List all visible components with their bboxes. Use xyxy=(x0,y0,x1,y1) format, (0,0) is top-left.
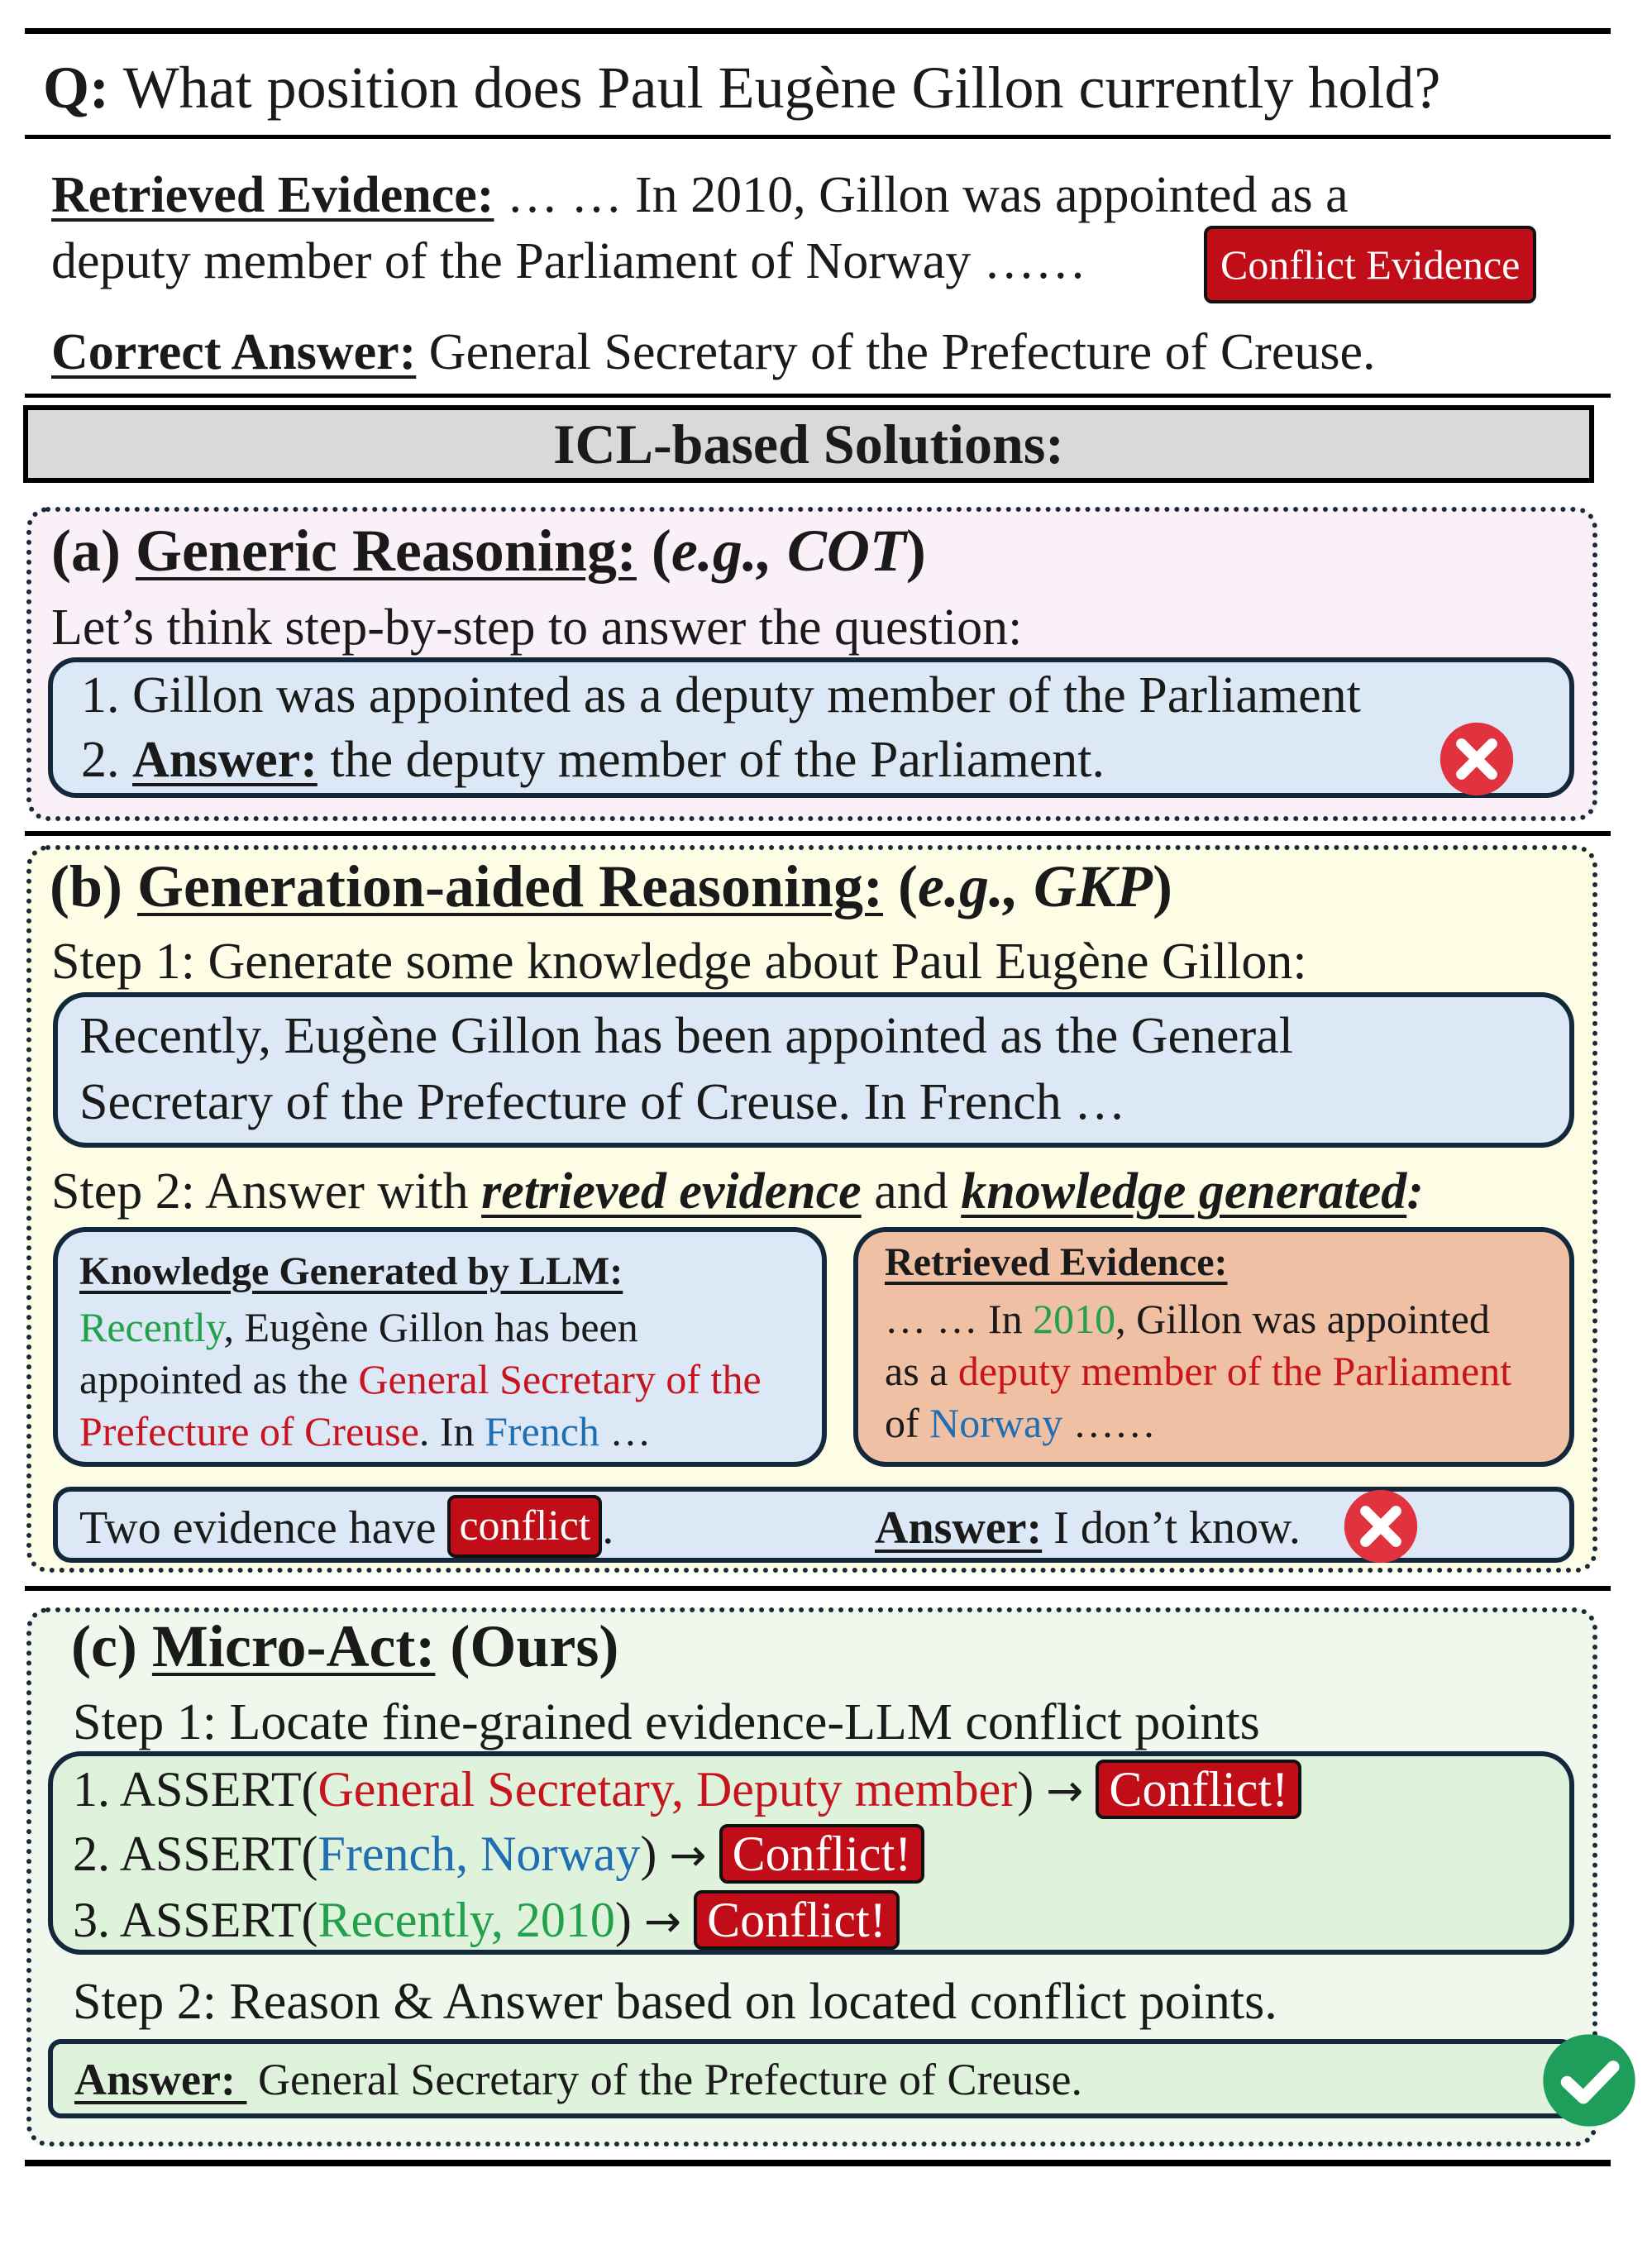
panel-c-ours: (Ours) xyxy=(450,1613,619,1679)
re-l1-c: , Gillon was appointed xyxy=(1115,1296,1490,1342)
panel-b-eg: e.g., GKP xyxy=(918,853,1153,919)
panel-a-eg-open: ( xyxy=(651,518,671,584)
arrow-right-icon: → xyxy=(643,1895,682,1947)
kg-l2-b: General Secretary of the xyxy=(358,1356,762,1402)
step2-and: and xyxy=(874,1163,948,1220)
re-l3-b: Norway xyxy=(929,1400,1063,1446)
gen-line2: Secretary of the Prefecture of Creuse. In French … xyxy=(79,1074,1126,1130)
bottom-dot: . xyxy=(602,1502,614,1554)
correct-text: General Secretary of the Prefecture of Creuse. xyxy=(428,324,1376,380)
panel-a-line2 xyxy=(81,734,1105,786)
wrong-x-icon xyxy=(1439,721,1515,797)
panel-a-prefix: (a) xyxy=(51,518,121,584)
re-l1-b: 2010 xyxy=(1033,1296,1116,1342)
re-line3 xyxy=(885,1402,1156,1444)
panel-c-prefix: (c) xyxy=(71,1613,137,1679)
kg-recently: Recently xyxy=(79,1304,224,1350)
kg-line1 xyxy=(79,1306,638,1348)
panel-b-rule xyxy=(25,1586,1611,1591)
panel-b-step1: Step 1: Generate some knowledge about Paul Eugène Gillon: xyxy=(51,934,1307,990)
assert-1-conflict-tag: Conflict! xyxy=(1096,1760,1301,1819)
assert-1-pre: 1. ASSERT( xyxy=(73,1762,318,1817)
icl-header xyxy=(23,405,1594,483)
kg-l3-a: Prefecture of Creuse xyxy=(79,1408,419,1454)
panel-b-title xyxy=(50,853,1172,919)
correct-label: Correct Answer: xyxy=(51,324,417,380)
panel-b-answer-text: I don’t know. xyxy=(1053,1502,1301,1554)
assert-2-post: ) xyxy=(640,1827,657,1881)
assert-3-post: ) xyxy=(614,1893,632,1947)
panel-b-name: Generation-aided Reasoning: xyxy=(137,853,884,919)
conflict-tag: conflict xyxy=(447,1495,602,1558)
panel-a-name: Generic Reasoning: xyxy=(135,518,637,584)
two-evidence-text: Two evidence have xyxy=(79,1502,437,1554)
retrieved-label: Retrieved Evidence: xyxy=(51,167,494,223)
kg-l1-rest: , Eugène Gillon has been xyxy=(223,1304,638,1350)
panel-c-step1: Step 1: Locate fine-grained evidence-LLM conflict points xyxy=(73,1694,1260,1750)
question-label: Q: xyxy=(43,55,109,121)
re-l2-a: as a xyxy=(885,1348,958,1394)
re-l3-c: …… xyxy=(1062,1400,1156,1446)
correct-check-icon xyxy=(1541,2032,1637,2128)
panel-a-rule xyxy=(25,831,1611,836)
assert-row-1 xyxy=(73,1762,1301,1819)
panel-a-line1: 1. Gillon was appointed as a deputy member of the Parliament xyxy=(81,667,1361,723)
re-l1-a: … … In xyxy=(885,1296,1034,1342)
panel-b-answer-label: Answer: xyxy=(875,1502,1043,1554)
kg-title: Knowledge Generated by LLM: xyxy=(79,1249,623,1293)
question xyxy=(43,55,1441,121)
question-text: What position does Paul Eugène Gillon currently hold? xyxy=(122,55,1441,121)
panel-a-answer-text: the deputy member of the Parliament. xyxy=(330,732,1105,788)
panel-b-bottom xyxy=(79,1502,614,1558)
panel-a-eg: e.g., COT xyxy=(671,518,906,584)
re-l2-b: deputy member of the Parliament xyxy=(957,1348,1512,1394)
retrieved-text-1: … … In 2010, Gillon was appointed as a xyxy=(506,167,1349,223)
assert-3-pre: 3. ASSERT( xyxy=(73,1893,318,1947)
assert-2-args: French, Norway xyxy=(318,1827,641,1881)
panel-b-prefix: (b) xyxy=(50,853,122,919)
panel-a-answer-label: Answer: xyxy=(132,732,318,788)
re-line1 xyxy=(885,1298,1490,1340)
panel-c-answer xyxy=(74,2057,1082,2102)
question-rule xyxy=(25,135,1611,139)
kg-l3-b: . In xyxy=(418,1408,485,1454)
assert-2-conflict-tag: Conflict! xyxy=(719,1824,925,1884)
assert-2-pre: 2. ASSERT( xyxy=(73,1827,318,1881)
kg-l2-a: appointed as the xyxy=(79,1356,359,1402)
panel-b-eg-open: ( xyxy=(898,853,918,919)
assert-3-args: Recently, 2010 xyxy=(318,1893,615,1947)
panel-a-line2-num: 2. xyxy=(81,732,120,788)
panel-a-title xyxy=(51,518,926,584)
kg-line2 xyxy=(79,1356,762,1402)
step2-retrieved: retrieved evidence xyxy=(481,1163,862,1220)
panel-c-step2: Step 2: Reason & Answer based on located conflict points. xyxy=(73,1974,1277,2030)
correct-answer xyxy=(51,324,1376,380)
re-line2 xyxy=(885,1350,1511,1392)
re-title: Retrieved Evidence: xyxy=(885,1240,1228,1284)
re-l3-a: of xyxy=(885,1400,930,1446)
panel-a-prompt: Let’s think step-by-step to answer the question: xyxy=(51,599,1023,656)
assert-3-conflict-tag: Conflict! xyxy=(694,1890,900,1950)
step2-a: Step 2: Answer with xyxy=(51,1163,469,1220)
step2-colon: : xyxy=(1406,1163,1424,1220)
assert-1-post: ) xyxy=(1017,1762,1034,1817)
panel-b-answer xyxy=(875,1502,1301,1554)
panel-b-step2 xyxy=(51,1163,1424,1220)
panel-a-eg-close: ) xyxy=(905,518,926,584)
panel-c-answer-label: Answer: xyxy=(74,2055,247,2104)
kg-l3-c: French xyxy=(485,1408,599,1454)
bottom-rule xyxy=(25,2160,1611,2166)
panel-c-title xyxy=(71,1613,619,1679)
wrong-x-icon xyxy=(1343,1488,1419,1564)
kg-line3 xyxy=(79,1408,652,1454)
conflict-evidence-tag: Conflict Evidence xyxy=(1204,226,1536,303)
step2-knowledge: knowledge generated xyxy=(961,1163,1407,1220)
panel-c-name: Micro-Act: xyxy=(151,1613,436,1679)
retrieved-line2 xyxy=(51,233,1086,289)
icl-title: ICL-based Solutions: xyxy=(553,412,1064,475)
arrow-right-icon: → xyxy=(1046,1765,1084,1817)
panel-b-eg-close: ) xyxy=(1152,853,1172,919)
gen-line1: Recently, Eugène Gillon has been appointed as the General xyxy=(79,1008,1293,1064)
retrieved-text-2: deputy member of the Parliament of Norway …… xyxy=(51,233,1086,289)
assert-1-args: General Secretary, Deputy member xyxy=(318,1762,1018,1817)
panel-c-answer-text: General Secretary of the Prefecture of Creuse. xyxy=(257,2055,1082,2104)
retrieved-line1 xyxy=(51,167,1349,223)
assert-row-3 xyxy=(73,1895,900,1950)
top-rule xyxy=(25,28,1611,34)
arrow-right-icon: → xyxy=(669,1829,707,1881)
assert-row-2 xyxy=(73,1829,924,1884)
kg-l3-d: … xyxy=(599,1408,652,1454)
evidence-rule xyxy=(25,394,1611,398)
